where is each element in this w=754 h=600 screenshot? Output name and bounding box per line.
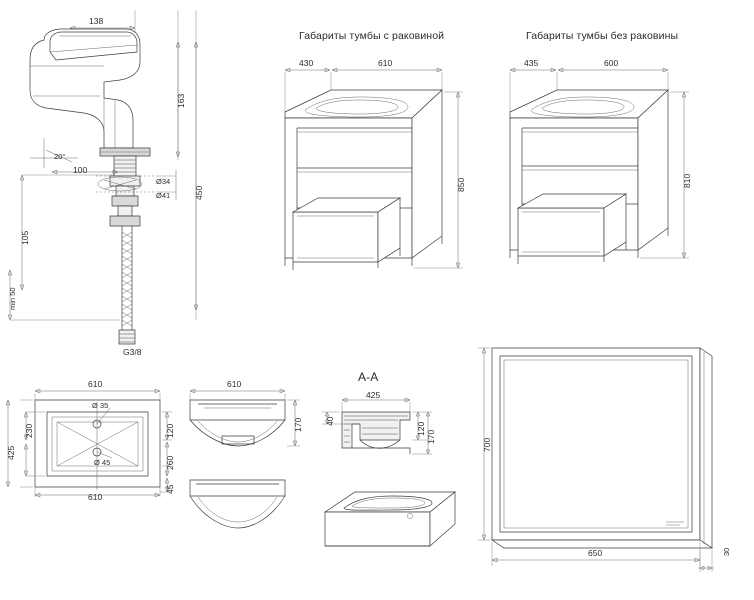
dim-section-width: 425 [366,390,381,400]
dim-faucet-height-total: 163 [176,93,186,108]
cabinet-without-basin-drawing [510,68,689,264]
dim-section-left-height: 40 [325,416,335,426]
dim-faucet-min-max: min 50 [8,287,17,310]
dim-cab1-width-top: 610 [378,58,393,68]
dim-faucet-angle: 20° [54,152,66,161]
dim-faucet-dia-inner: Ø41 [156,191,171,200]
dim-plan-bowl-depth: 260 [165,455,175,470]
dim-plan-overflow-dia: Ø 45 [94,458,111,467]
dim-plan-width-bottom: 610 [88,492,103,502]
dim-faucet-dia-outer: Ø34 [156,177,171,186]
dim-front-height: 170 [293,417,303,432]
dim-section-right-height: 170 [426,429,436,444]
mirror-drawing [478,348,714,572]
dim-cab2-width-top: 600 [604,58,619,68]
dim-section-inner-height: 120 [416,421,426,436]
dim-faucet-base-height: 105 [20,230,30,245]
dim-plan-depth-total: 425 [6,445,16,460]
dim-plan-drain-dia: Ø 35 [92,401,109,410]
dim-mirror-height: 700 [482,437,492,452]
dim-cab1-depth-top: 430 [299,58,314,68]
dim-faucet-width-top: 138 [89,16,104,26]
dim-faucet-hose-length: 450 [194,185,204,200]
dim-plan-width-top: 610 [88,379,103,389]
basin-front-views [190,389,300,528]
title-cabinet-with-basin: Габариты тумбы с раковиной [299,30,445,42]
title-cabinet-without-basin: Габариты тумбы без раковины [526,30,679,42]
basin-plan-drawing [6,389,172,497]
dim-mirror-thickness: 30 [722,547,731,556]
dim-cab2-height: 810 [682,173,692,188]
dim-plan-depth-inner: 230 [24,423,34,438]
dim-faucet-thread: G3/8 [123,347,142,357]
dim-cab2-depth-top: 435 [524,58,539,68]
title-section-aa: А-А [358,370,379,384]
dim-front-width: 610 [227,379,242,389]
dim-plan-bowl-width: 120 [165,423,175,438]
dim-faucet-spout-reach: 100 [73,165,88,175]
cabinet-with-basin-drawing [285,68,463,270]
dim-mirror-width: 650 [588,548,603,558]
dim-cab1-height: 850 [456,177,466,192]
basin-isometric-drawing [325,492,455,546]
dim-plan-front-edge: 45 [165,484,175,494]
